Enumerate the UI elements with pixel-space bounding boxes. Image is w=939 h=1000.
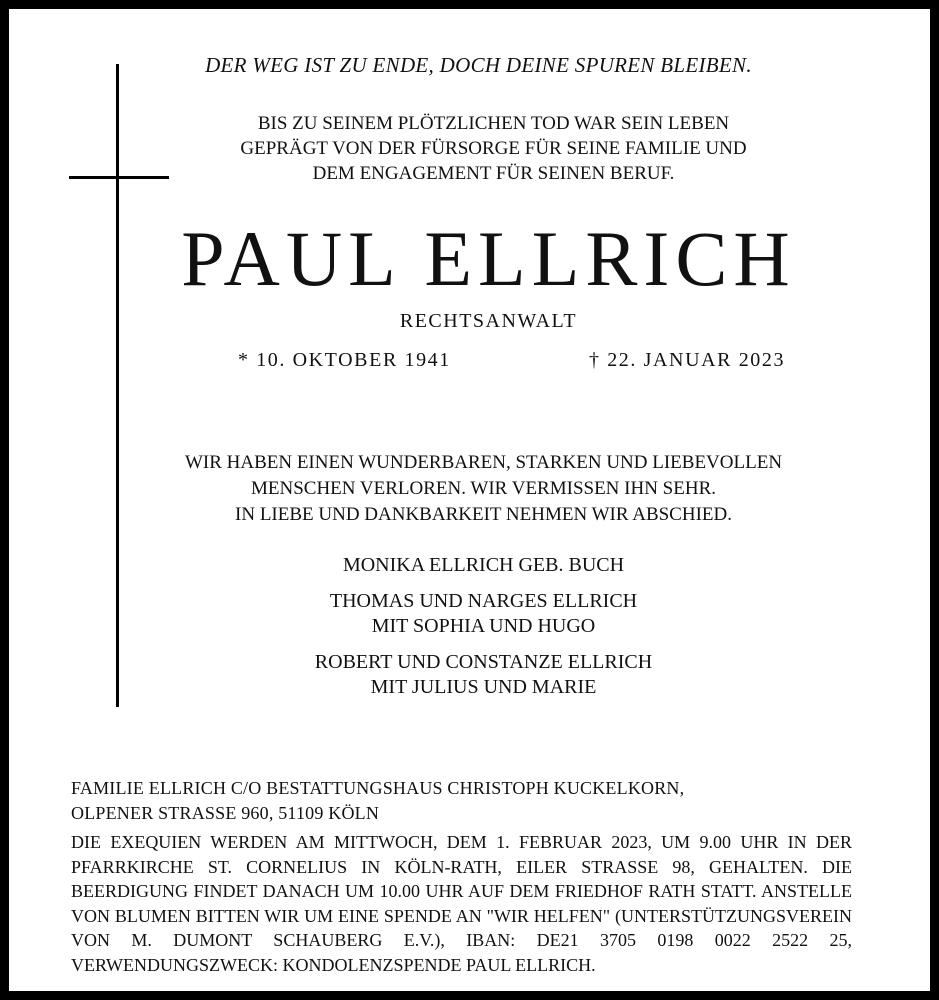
farewell-message bbox=[54, 450, 913, 528]
intro-line: BIS ZU SEINEM PLÖTZLICHEN TOD WAR SEIN LEBEN bbox=[257, 113, 730, 134]
profession: RECHTSANWALT bbox=[399, 310, 578, 332]
mourner-family-thomas bbox=[54, 589, 913, 639]
service-details: DIE EXEQUIEN WERDEN AM MITTWOCH, DEM 1. FEBRUAR 2023, UM 9.00 UHR IN DER PFARRKIRCHE ST. CORNELIUS IN KÖLN-RATH, EILER STRASSE 98, GEHALTEN. DIE BEERDIGUNG FINDET DANACH UM 10.00 UHR AUF DEM FRIEDHOF RATH STATT. ANSTELLE VON BLUMEN BITTEN WIR UM EINE SPENDE AN "WIR HELFEN" (UNTERSTÜTZUNGSVEREIN VON M. DUMONT SCHAUBERG E.V.), IBAN: DE21 3705 0198 0022 2522 25, VERWENDUNGSZWECK: KONDOLENZSPENDE PAUL ELLRICH. bbox=[71, 832, 852, 975]
deceased-name: PAUL ELLRICH bbox=[181, 215, 796, 302]
motto: DER WEG IST ZU ENDE, DOCH DEINE SPUREN BLEIBEN. bbox=[205, 53, 752, 77]
intro-line: GEPRÄGT VON DER FÜRSORGE FÜR SEINE FAMILIE UND bbox=[240, 138, 747, 159]
contact-address bbox=[71, 776, 861, 826]
mourner-line: MIT JULIUS UND MARIE bbox=[370, 676, 597, 698]
contact-line: OLPENER STRASSE 960, 51109 KÖLN bbox=[71, 803, 380, 823]
mourner-spouse: MONIKA ELLRICH GEB. BUCH bbox=[342, 554, 625, 576]
message-line: MENSCHEN VERLOREN. WIR VERMISSEN IHN SEHR. bbox=[250, 478, 716, 499]
mourner-line: MIT SOPHIA UND HUGO bbox=[371, 615, 596, 637]
message-line: IN LIEBE UND DANKBARKEIT NEHMEN WIR ABSCHIED. bbox=[235, 504, 732, 525]
contact-line: FAMILIE ELLRICH C/O BESTATTUNGSHAUS CHRISTOPH KUCKELKORN, bbox=[71, 778, 685, 798]
intro-line: DEM ENGAGEMENT FÜR SEINEN BERUF. bbox=[312, 163, 675, 184]
death-date: † 22. JANUAR 2023 bbox=[589, 349, 786, 371]
message-line: WIR HABEN EINEN WUNDERBAREN, STARKEN UND LIEBEVOLLEN bbox=[184, 452, 783, 473]
birth-date: * 10. OKTOBER 1941 bbox=[238, 349, 451, 371]
mourner-line: THOMAS UND NARGES ELLRICH bbox=[329, 590, 638, 612]
intro-text bbox=[64, 111, 923, 186]
mourner-family-robert bbox=[54, 650, 913, 700]
mourner-line: ROBERT UND CONSTANZE ELLRICH bbox=[314, 651, 653, 673]
